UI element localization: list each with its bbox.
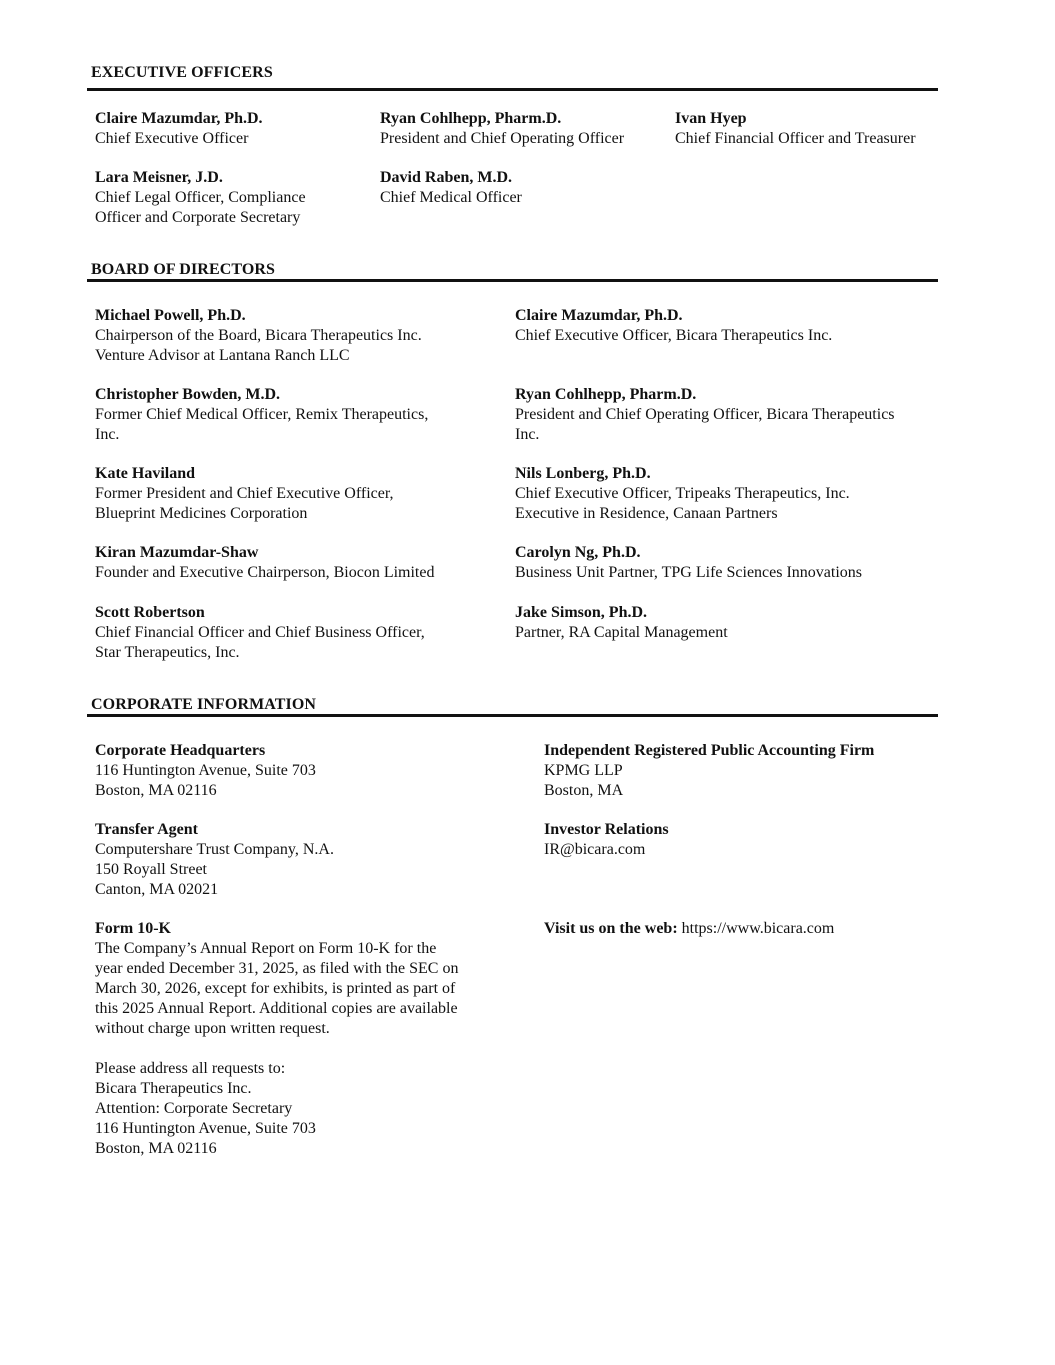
website-link[interactable]: https://www.bicara.com bbox=[681, 920, 835, 937]
person-role: Chairperson of the Board, Bicara Therapeutics Inc. bbox=[95, 327, 422, 344]
person-name: Ivan Hyep bbox=[675, 110, 747, 127]
exec-officer bbox=[95, 109, 263, 149]
board-member bbox=[515, 306, 832, 346]
info-line: 116 Huntington Avenue, Suite 703 bbox=[95, 762, 316, 779]
exec-officer bbox=[380, 109, 624, 149]
address-line: Attention: Corporate Secretary bbox=[95, 1100, 293, 1117]
info-label: Investor Relations bbox=[544, 821, 669, 838]
board-heading: BOARD OF DIRECTORS bbox=[91, 261, 276, 278]
info-line: Boston, MA 02116 bbox=[95, 782, 217, 799]
address-line: 116 Huntington Avenue, Suite 703 bbox=[95, 1120, 316, 1137]
board-member bbox=[95, 603, 425, 663]
board-member bbox=[515, 385, 895, 445]
person-role: Former President and Chief Executive Officer, bbox=[95, 485, 394, 502]
person-role: Partner, RA Capital Management bbox=[515, 624, 728, 641]
info-line: Computershare Trust Company, N.A. bbox=[95, 841, 334, 858]
info-line: KPMG LLP bbox=[544, 762, 623, 779]
section-divider bbox=[87, 714, 938, 717]
address-line: Please address all requests to: bbox=[95, 1060, 286, 1077]
info-label: Form 10-K bbox=[95, 920, 171, 937]
person-role: Chief Executive Officer, Bicara Therapeutics Inc. bbox=[515, 327, 833, 344]
info-line: Canton, MA 02021 bbox=[95, 881, 219, 898]
person-name: Jake Simson, Ph.D. bbox=[515, 604, 648, 621]
transfer-agent bbox=[95, 820, 334, 900]
board-member bbox=[515, 603, 728, 643]
exec-officer bbox=[675, 109, 916, 149]
info-label: Corporate Headquarters bbox=[95, 742, 266, 759]
info-line: Boston, MA bbox=[544, 782, 624, 799]
spacer bbox=[95, 1039, 458, 1059]
person-role: Star Therapeutics, Inc. bbox=[95, 644, 240, 661]
person-role: Chief Executive Officer, Tripeaks Therapeutics, Inc. bbox=[515, 485, 850, 502]
person-name: Carolyn Ng, Ph.D. bbox=[515, 544, 641, 561]
person-role: President and Chief Operating Officer, Bicara Therapeutics bbox=[515, 406, 895, 423]
person-name: Ryan Cohlhepp, Pharm.D. bbox=[380, 110, 562, 127]
section-divider bbox=[87, 279, 938, 282]
person-role: Business Unit Partner, TPG Life Sciences Innovations bbox=[515, 564, 863, 581]
person-role: Chief Financial Officer and Treasurer bbox=[675, 130, 916, 147]
corporate-info-heading: CORPORATE INFORMATION bbox=[91, 696, 317, 713]
board-member bbox=[95, 306, 422, 366]
board-member bbox=[515, 464, 850, 524]
person-name: Claire Mazumdar, Ph.D. bbox=[515, 307, 683, 324]
board-member bbox=[515, 543, 862, 583]
person-name: Claire Mazumdar, Ph.D. bbox=[95, 110, 263, 127]
person-name: Scott Robertson bbox=[95, 604, 205, 621]
person-role: Founder and Executive Chairperson, Biocon Limited bbox=[95, 564, 435, 581]
person-role: Venture Advisor at Lantana Ranch LLC bbox=[95, 347, 350, 364]
person-role: Officer and Corporate Secretary bbox=[95, 209, 301, 226]
person-name: Christopher Bowden, M.D. bbox=[95, 386, 281, 403]
info-line: March 30, 2026, except for exhibits, is printed as part of bbox=[95, 980, 456, 997]
person-role: Former Chief Medical Officer, Remix Therapeutics, bbox=[95, 406, 429, 423]
info-line: without charge upon written request. bbox=[95, 1020, 330, 1037]
ir-email-link[interactable]: IR@bicara.com bbox=[544, 841, 646, 858]
executive-officers-heading: EXECUTIVE OFFICERS bbox=[91, 64, 273, 81]
person-role: Chief Financial Officer and Chief Business Officer, bbox=[95, 624, 425, 641]
person-name: Kate Haviland bbox=[95, 465, 196, 482]
person-name: Ryan Cohlhepp, Pharm.D. bbox=[515, 386, 697, 403]
person-name: Kiran Mazumdar-Shaw bbox=[95, 544, 259, 561]
address-line: Boston, MA 02116 bbox=[95, 1140, 217, 1157]
person-role: Inc. bbox=[95, 426, 120, 443]
board-member bbox=[95, 464, 394, 524]
board-member bbox=[95, 385, 428, 445]
exec-officer bbox=[380, 168, 522, 208]
website-info bbox=[544, 919, 834, 939]
person-role: President and Chief Operating Officer bbox=[380, 130, 625, 147]
info-label: Transfer Agent bbox=[95, 821, 198, 838]
exec-officer bbox=[95, 168, 306, 228]
person-name: Lara Meisner, J.D. bbox=[95, 169, 223, 186]
accounting-firm bbox=[544, 741, 874, 801]
info-line: year ended December 31, 2025, as filed with the SEC on bbox=[95, 960, 459, 977]
investor-relations bbox=[544, 820, 669, 860]
person-role: Chief Medical Officer bbox=[380, 189, 522, 206]
section-divider bbox=[87, 88, 938, 91]
person-name: Nils Lonberg, Ph.D. bbox=[515, 465, 651, 482]
person-role: Blueprint Medicines Corporation bbox=[95, 505, 308, 522]
person-role: Chief Legal Officer, Compliance bbox=[95, 189, 306, 206]
form-10k bbox=[95, 919, 458, 1159]
corporate-headquarters bbox=[95, 741, 316, 801]
address-line: Bicara Therapeutics Inc. bbox=[95, 1080, 252, 1097]
person-role: Executive in Residence, Canaan Partners bbox=[515, 505, 778, 522]
info-label: Independent Registered Public Accounting Firm bbox=[544, 742, 875, 759]
info-line: The Company’s Annual Report on Form 10-K for the bbox=[95, 940, 437, 957]
info-label: Visit us on the web: bbox=[544, 920, 678, 937]
info-line: 150 Royall Street bbox=[95, 861, 207, 878]
person-name: David Raben, M.D. bbox=[380, 169, 513, 186]
person-role: Inc. bbox=[515, 426, 540, 443]
person-role: Chief Executive Officer bbox=[95, 130, 249, 147]
info-line: this 2025 Annual Report. Additional copies are available bbox=[95, 1000, 458, 1017]
person-name: Michael Powell, Ph.D. bbox=[95, 307, 246, 324]
board-member bbox=[95, 543, 434, 583]
